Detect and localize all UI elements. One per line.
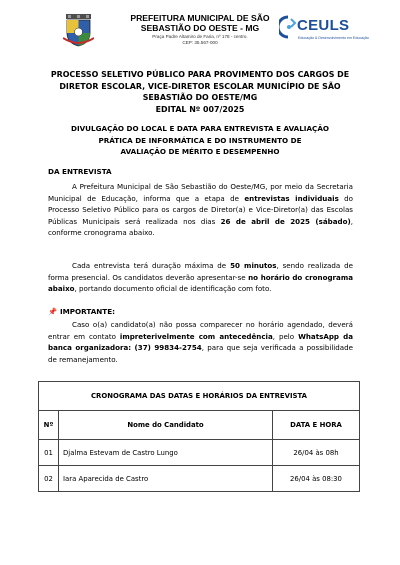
subtitle-line1: DIVULGAÇÃO DO LOCAL E DATA PARA ENTREVISTA E AVALIAÇÃO — [70, 124, 329, 133]
text: , pelo — [272, 331, 299, 341]
important-heading — [48, 307, 115, 316]
paragraph-important — [48, 319, 353, 365]
title-edital: EDITAL Nº 007/2025 — [155, 104, 245, 114]
important-label: IMPORTANTE: — [59, 307, 115, 316]
title-line1: PROCESSO SELETIVO PÚBLICO PARA PROVIMENTO DOS CARGOS DE — [50, 70, 350, 79]
cell-candidate-name: Iara Aparecida de Castro — [59, 466, 273, 492]
document-subtitle — [40, 123, 360, 158]
table-row — [39, 466, 360, 492]
address-line: Praça Padre Altamiro de Faria, nº 178 - centro. — [152, 34, 248, 39]
bold-text: entrevistas individuais — [244, 193, 339, 203]
text: , para que seja verificada a possibilidade de remanejamento. — [48, 343, 353, 364]
column-header-name: Nome do Candidato — [59, 411, 273, 440]
text: Caso o(a) candidato(a) não possa comparecer no horário agendado, deverá entrar em contato — [48, 320, 353, 341]
cell-datetime: 26/04 às 08:30 — [273, 466, 360, 492]
organization-name-line1: PREFEITURA MUNICIPAL DE SÃO — [130, 13, 270, 23]
ceuls-logo-tagline: Educação & Desenvolvimento em Educação — [298, 36, 369, 40]
paragraph-interview-duration — [48, 260, 353, 295]
ceuls-logo — [279, 15, 369, 49]
paragraph-interview-dates — [48, 181, 353, 239]
cell-number: 02 — [39, 466, 59, 492]
subtitle-line2: PRÁTICA DE INFORMÁTICA E DO INSTRUMENTO DE — [98, 135, 302, 145]
text: A Prefeitura Municipal de São Sebastião do Oeste/MG, por meio da Secretaria Municipal de Educação, informa que a etapa de — [48, 182, 353, 203]
cell-candidate-name: Djalma Estevam de Castro Lungo — [59, 440, 273, 466]
municipal-crest-logo — [63, 14, 94, 47]
bold-whatsapp: WhatsApp da banca organizadora: (37) 99834-2754 — [48, 331, 353, 353]
section-heading: DA ENTREVISTA — [48, 167, 112, 176]
cep-line: CEP: 35.567-000 — [182, 40, 218, 45]
text: , sendo realizada de forma presencial. Os candidatos deverão apresentar-se — [48, 261, 353, 282]
ceuls-logo-word: CEULS — [297, 17, 350, 34]
table-caption: CRONOGRAMA DAS DATAS E HORÁRIOS DA ENTREVISTA — [39, 382, 360, 411]
document-title — [30, 69, 370, 115]
table-row — [39, 440, 360, 466]
cell-datetime: 26/04 às 08h — [273, 440, 360, 466]
schedule-table — [38, 381, 360, 492]
title-line3: SEBASTIÃO DO OESTE/MG — [142, 93, 258, 102]
bold-text: impreterivelmente com antecedência — [119, 331, 273, 341]
column-header-number: Nº — [39, 411, 59, 440]
organization-address — [105, 34, 295, 46]
subtitle-line3: AVALIAÇÃO DE MÉRITO E DESEMPENHO — [120, 147, 280, 156]
ceuls-mark-icon — [279, 15, 297, 39]
text: , portando documento oficial de identificação com foto. — [74, 284, 272, 294]
column-header-datetime: DATA E HORA — [273, 411, 360, 440]
text: , conforme cronograma abaixo. — [48, 216, 354, 238]
organization-name — [105, 13, 295, 33]
text: Cada entrevista terá duração máxima de — [72, 261, 231, 270]
pushpin-icon: 📌 — [48, 307, 57, 316]
bold-duration: 50 minutos — [230, 261, 277, 270]
bold-text: no horário do cronograma abaixo — [48, 272, 354, 294]
cell-number: 01 — [39, 440, 59, 466]
title-line2: DIRETOR ESCOLAR, VICE-DIRETOR ESCOLAR MUNICÍPIO DE SÃO — [59, 81, 341, 91]
text: do Processo Seletivo Público para os cargos de Diretor(a) e Vice-Diretor(a) das Escolas Públicas Municipais será realizada nos dias — [48, 193, 353, 226]
bold-date: 26 de abril de 2025 (sábado) — [220, 216, 351, 226]
organization-name-line2: SEBASTIÃO DO OESTE - MG — [140, 23, 260, 33]
